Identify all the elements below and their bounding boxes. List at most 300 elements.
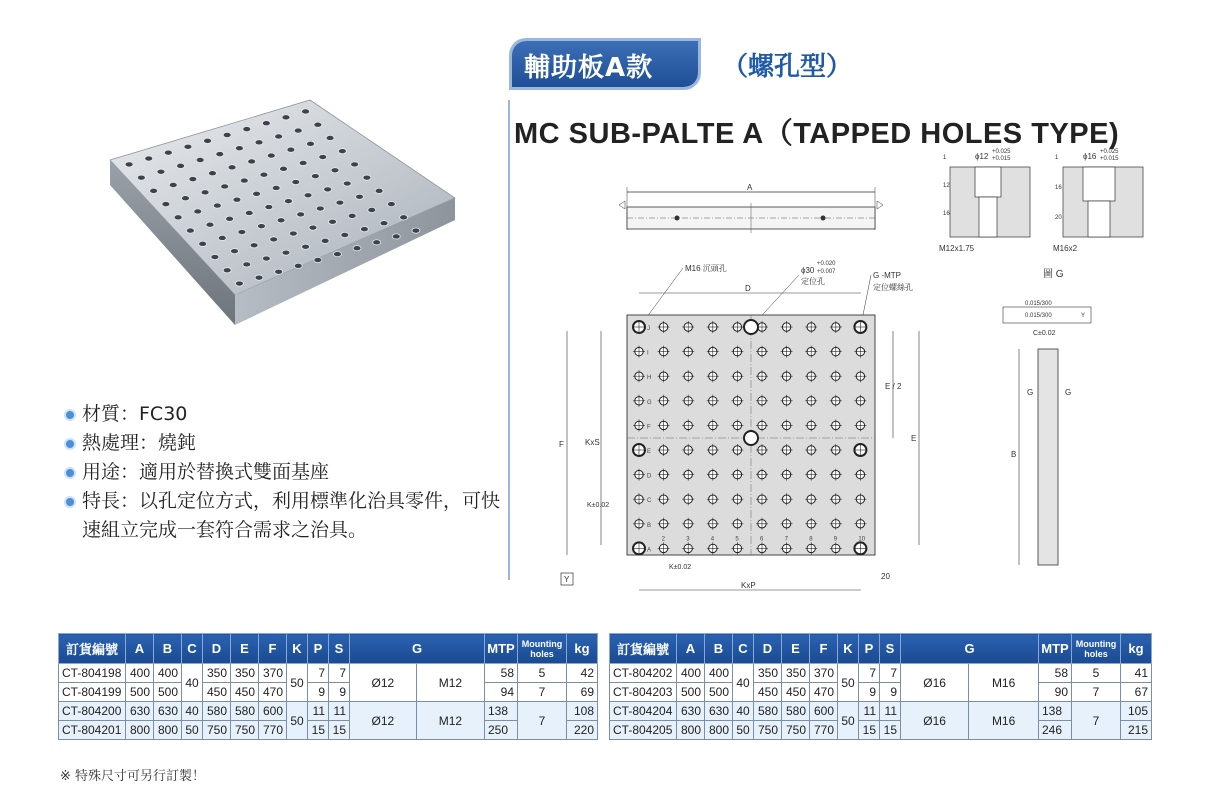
cell-s: 15 xyxy=(880,721,901,740)
col-label: 4 xyxy=(710,536,715,543)
photo-hole xyxy=(150,188,158,193)
bullet-icon xyxy=(66,411,74,419)
photo-hole xyxy=(162,202,170,207)
detail-view-m12 xyxy=(939,149,1030,253)
cell-c: 40 xyxy=(733,702,754,721)
cell-f: 770 xyxy=(259,721,287,740)
photo-hole xyxy=(363,175,371,180)
photo-hole xyxy=(282,115,290,120)
cell-s: 9 xyxy=(880,683,901,702)
photo-hole xyxy=(351,162,359,167)
photo-hole xyxy=(348,213,356,218)
dim-f-label: F xyxy=(559,440,564,449)
table-header-row xyxy=(59,634,598,664)
cell-d: 750 xyxy=(203,721,231,740)
cell-p: 7 xyxy=(308,664,329,683)
cell-p: 15 xyxy=(308,721,329,740)
footnote: ※ 特殊尺寸可另行訂製！ xyxy=(60,769,206,784)
detail2-tol-up: +0.025 xyxy=(1100,149,1119,155)
col-mounting-holes: Mounting holes xyxy=(518,634,567,664)
photo-hole xyxy=(353,246,361,251)
callout-pin-tol-low: +0.007 xyxy=(817,269,836,275)
cell-f: 470 xyxy=(259,683,287,702)
cell-code: CT-804202 xyxy=(610,664,677,683)
row-label: G xyxy=(647,399,652,406)
col-label: 6 xyxy=(760,536,764,543)
photo-hole xyxy=(164,150,172,155)
photo-hole xyxy=(356,194,364,199)
col-f: F xyxy=(810,634,838,664)
cell-e: 580 xyxy=(231,702,259,721)
photo-hole xyxy=(343,181,351,186)
col-kg: kg xyxy=(1121,634,1152,664)
photo-hole xyxy=(270,237,278,242)
col-k: K xyxy=(838,634,859,664)
cell-s: 7 xyxy=(329,664,350,683)
photo-hole xyxy=(324,187,332,192)
cell-s: 7 xyxy=(880,664,901,683)
cell-a: 800 xyxy=(677,721,705,740)
col-g: G xyxy=(350,634,485,664)
photo-hole xyxy=(223,132,231,137)
col-code: 訂貨編號 xyxy=(610,634,677,664)
cell-b: 500 xyxy=(705,683,733,702)
photo-hole xyxy=(333,252,341,257)
cell-d: 580 xyxy=(754,702,782,721)
dim-k-tol-left: K±0.02 xyxy=(587,502,610,509)
photo-hole xyxy=(226,216,234,221)
cell-d: 350 xyxy=(203,664,231,683)
cell-f: 370 xyxy=(810,664,838,683)
cell-mtp: 94 xyxy=(485,683,518,702)
cell-f: 470 xyxy=(810,683,838,702)
row-label: A xyxy=(647,547,652,554)
cell-code: CT-804204 xyxy=(610,702,677,721)
photo-hole xyxy=(235,281,243,286)
photo-hole xyxy=(302,244,310,249)
cell-f: 770 xyxy=(810,721,838,740)
cell-c: 40 xyxy=(182,702,203,721)
col-mtp: MTP xyxy=(485,634,518,664)
cell-kg: 108 xyxy=(567,702,598,721)
cell-k: 50 xyxy=(287,702,308,740)
cell-b: 800 xyxy=(705,721,733,740)
cell-d: 350 xyxy=(754,664,782,683)
photo-hole xyxy=(157,169,165,174)
product-photo xyxy=(95,90,465,340)
detail1-thread: M12x1.75 xyxy=(939,244,975,253)
callout-pin-dia: ϕ30 xyxy=(801,266,815,275)
cell-mounting: 7 xyxy=(1072,683,1121,702)
col-label: 7 xyxy=(784,536,788,543)
dim-e2-label: E / 2 xyxy=(885,382,902,391)
feature-item xyxy=(62,458,502,487)
cell-b: 400 xyxy=(705,664,733,683)
photo-hole xyxy=(213,203,221,208)
photo-hole xyxy=(240,178,248,183)
detail2-dia: ϕ16 xyxy=(1083,152,1097,161)
cell-e: 580 xyxy=(782,702,810,721)
photo-hole xyxy=(194,209,202,214)
cell-code: CT-804201 xyxy=(59,721,126,740)
cell-b: 400 xyxy=(154,664,182,683)
col-a: A xyxy=(126,634,154,664)
cell-mtp: 138 xyxy=(1039,702,1072,721)
photo-hole xyxy=(196,157,204,162)
col-label: 3 xyxy=(686,536,690,543)
view-g-label: 圖 G xyxy=(1043,269,1064,280)
spec-table-left xyxy=(58,633,598,740)
photo-hole xyxy=(341,232,349,237)
photo-hole xyxy=(267,153,275,158)
cell-kg: 42 xyxy=(567,664,598,683)
cell-kg: 41 xyxy=(1121,664,1152,683)
row-label: D xyxy=(647,473,652,480)
cell-code: CT-804198 xyxy=(59,664,126,683)
photo-hole xyxy=(314,257,322,262)
photo-hole xyxy=(233,197,241,202)
feature-item xyxy=(62,487,502,545)
col-c: C xyxy=(733,634,754,664)
col-b: B xyxy=(154,634,182,664)
english-title: MC SUB-PALTE A（TAPPED HOLES TYPE) xyxy=(514,118,1120,150)
col-s: S xyxy=(880,634,901,664)
cell-a: 400 xyxy=(126,664,154,683)
photo-hole xyxy=(216,152,224,157)
title-badge xyxy=(508,35,708,97)
cell-kg: 105 xyxy=(1121,702,1152,721)
cell-p: 15 xyxy=(859,721,880,740)
cell-a: 400 xyxy=(677,664,705,683)
cell-mtp: 250 xyxy=(485,721,518,740)
photo-hole xyxy=(336,200,344,205)
photo-hole xyxy=(174,215,182,220)
photo-hole xyxy=(275,134,283,139)
cell-s: 11 xyxy=(329,702,350,721)
col-p: P xyxy=(859,634,880,664)
feature-text: 用途：適用於替換式雙面基座 xyxy=(82,461,330,483)
cell-d: 580 xyxy=(203,702,231,721)
detail2-d1: 1 xyxy=(1055,155,1059,161)
col-mtp: MTP xyxy=(1039,634,1072,664)
cell-a: 630 xyxy=(677,702,705,721)
col-b: B xyxy=(705,634,733,664)
photo-hole xyxy=(277,218,285,223)
photo-hole xyxy=(181,196,189,201)
cell-s: 15 xyxy=(329,721,350,740)
photo-hole xyxy=(238,229,246,234)
end-view-g xyxy=(1003,301,1091,565)
cell-p: 7 xyxy=(859,664,880,683)
photo-hole xyxy=(189,177,197,182)
cell-f: 370 xyxy=(259,664,287,683)
photo-hole xyxy=(199,241,207,246)
flatness-1: 0.015/300 xyxy=(1025,301,1052,307)
photo-hole xyxy=(297,212,305,217)
cell-k: 50 xyxy=(838,702,859,740)
dim-kxs-label: KxS xyxy=(585,438,600,447)
photo-hole xyxy=(204,138,212,143)
col-s: S xyxy=(329,634,350,664)
cell-s: 9 xyxy=(329,683,350,702)
feature-list xyxy=(62,400,502,545)
photo-hole xyxy=(375,188,383,193)
cell-e: 750 xyxy=(231,721,259,740)
photo-hole xyxy=(368,207,376,212)
photo-hole xyxy=(275,269,283,274)
photo-hole xyxy=(253,191,261,196)
detail1-dia: ϕ12 xyxy=(975,152,989,161)
cell-mounting: 5 xyxy=(1072,664,1121,683)
photo-hole xyxy=(235,146,243,151)
col-d: D xyxy=(754,634,782,664)
cell-k: 50 xyxy=(838,664,859,702)
photo-hole xyxy=(304,193,312,198)
cell-d: 450 xyxy=(754,683,782,702)
photo-hole xyxy=(387,202,395,207)
cell-p: 9 xyxy=(859,683,880,702)
photo-hole xyxy=(262,256,270,261)
table-row xyxy=(610,683,1152,702)
detail1-d2: 12 xyxy=(943,183,950,189)
table-row xyxy=(610,702,1152,721)
col-label: 2 xyxy=(661,536,665,543)
datum-y-label: Y xyxy=(564,575,570,584)
photo-hole xyxy=(211,254,219,259)
cell-s: 11 xyxy=(880,702,901,721)
photo-hole xyxy=(169,182,177,187)
col-code: 訂貨編號 xyxy=(59,634,126,664)
photo-hole xyxy=(231,249,239,254)
cell-f: 600 xyxy=(810,702,838,721)
callout-g-mtp: G -MTP xyxy=(873,271,901,280)
cell-mounting: 7 xyxy=(518,702,567,740)
cell-mtp: 246 xyxy=(1039,721,1072,740)
cell-c: 50 xyxy=(733,721,754,740)
cell-mtp: 58 xyxy=(485,664,518,683)
page-subtitle: （螺孔型） xyxy=(722,52,853,82)
spec-table-right xyxy=(609,633,1152,740)
dim-e-label: E xyxy=(911,434,917,443)
table-header-row xyxy=(610,634,1152,664)
cell-e: 350 xyxy=(231,664,259,683)
col-e: E xyxy=(782,634,810,664)
dim-d-label: D xyxy=(745,284,751,293)
photo-hole xyxy=(243,262,251,267)
photo-hole xyxy=(338,149,346,154)
dim-g-label-left: G xyxy=(1027,388,1034,397)
col-e: E xyxy=(231,634,259,664)
cell-g2: M16 xyxy=(969,664,1039,702)
photo-hole xyxy=(321,238,329,243)
cell-mounting: 5 xyxy=(518,664,567,683)
cell-k: 50 xyxy=(287,664,308,702)
photo-hole xyxy=(329,219,337,224)
photo-hole xyxy=(177,163,185,168)
table-row xyxy=(59,683,598,702)
cell-g2: M12 xyxy=(416,702,484,740)
photo-hole xyxy=(380,221,388,226)
bullet-icon xyxy=(66,498,74,506)
cell-g2: M12 xyxy=(416,664,484,702)
photo-hole xyxy=(294,263,302,268)
photo-hole xyxy=(282,250,290,255)
cell-c: 50 xyxy=(182,721,203,740)
callout-m16: M16 沉頭孔 xyxy=(685,264,727,273)
photo-hole xyxy=(262,121,270,126)
photo-hole xyxy=(360,227,368,232)
photo-hole xyxy=(228,165,236,170)
table-row xyxy=(59,721,598,740)
col-label: 5 xyxy=(735,536,739,543)
photo-hole xyxy=(206,222,214,227)
cell-g2: M16 xyxy=(969,702,1039,740)
photo-hole xyxy=(316,206,324,211)
photo-hole xyxy=(137,175,145,180)
technical-drawing xyxy=(555,145,1155,600)
detail1-tol-low: +0.015 xyxy=(992,156,1011,162)
dim-20-label: 20 xyxy=(881,572,890,581)
locating-pin-hole xyxy=(744,320,758,334)
photo-hole xyxy=(400,215,408,220)
photo-hole xyxy=(257,224,265,229)
locating-pin-hole xyxy=(744,431,758,445)
table-row xyxy=(59,702,598,721)
col-a: A xyxy=(677,634,705,664)
cell-b: 630 xyxy=(154,702,182,721)
callout-g-label: 定位螺絲孔 xyxy=(873,283,913,292)
photo-hole xyxy=(331,168,339,173)
photo-hole xyxy=(302,109,310,114)
row-label: J xyxy=(647,326,650,332)
col-kg: kg xyxy=(567,634,598,664)
col-p: P xyxy=(308,634,329,664)
cell-g1: Ø12 xyxy=(350,702,417,740)
photo-hole xyxy=(280,166,288,171)
bullet-icon xyxy=(66,440,74,448)
cell-p: 9 xyxy=(308,683,329,702)
photo-hole xyxy=(221,184,229,189)
photo-hole xyxy=(243,127,251,132)
cell-kg: 69 xyxy=(567,683,598,702)
cell-mounting: 7 xyxy=(1072,702,1121,740)
cell-b: 500 xyxy=(154,683,182,702)
cell-e: 450 xyxy=(231,683,259,702)
photo-hole xyxy=(245,210,253,215)
detail2-d2: 16 xyxy=(1055,185,1062,191)
callout-pin-label: 定位孔 xyxy=(801,277,825,286)
cell-b: 630 xyxy=(705,702,733,721)
photo-hole xyxy=(201,190,209,195)
col-label: 8 xyxy=(809,536,813,543)
cell-f: 600 xyxy=(259,702,287,721)
photo-hole xyxy=(186,228,194,233)
cell-e: 750 xyxy=(782,721,810,740)
page-title: 輔助板A款 xyxy=(524,53,654,83)
table-row xyxy=(59,664,598,683)
feature-item xyxy=(62,400,502,429)
cell-p: 11 xyxy=(859,702,880,721)
table-row xyxy=(610,664,1152,683)
photo-hole xyxy=(250,243,258,248)
cell-e: 450 xyxy=(782,683,810,702)
photo-hole xyxy=(260,172,268,177)
row-label: E xyxy=(647,449,652,455)
cell-c: 40 xyxy=(182,664,203,702)
cell-a: 500 xyxy=(126,683,154,702)
cell-g1: Ø12 xyxy=(350,664,417,702)
detail2-thread: M16x2 xyxy=(1053,244,1078,253)
dim-b-label: B xyxy=(1011,450,1017,459)
cell-g1: Ø16 xyxy=(901,664,969,702)
cell-b: 800 xyxy=(154,721,182,740)
photo-hole xyxy=(287,147,295,152)
flatness-2: 0.015/300 xyxy=(1025,313,1052,319)
cell-kg: 215 xyxy=(1121,721,1152,740)
dim-a-label: A xyxy=(747,183,753,192)
cell-code: CT-804205 xyxy=(610,721,677,740)
col-c: C xyxy=(182,634,203,664)
detail1-d1: 1 xyxy=(943,155,947,161)
photo-hole xyxy=(248,159,256,164)
photo-hole xyxy=(208,171,216,176)
cell-e: 350 xyxy=(782,664,810,683)
feature-text: 熱處理：燒鈍 xyxy=(82,432,197,454)
cell-a: 630 xyxy=(126,702,154,721)
photo-hole xyxy=(184,144,192,149)
dim-kxp-label: KxP xyxy=(741,581,756,590)
table-row xyxy=(610,721,1152,740)
cell-code: CT-804200 xyxy=(59,702,126,721)
cell-a: 500 xyxy=(677,683,705,702)
photo-hole xyxy=(255,140,263,145)
feature-text: 材質：FC30 xyxy=(82,403,188,425)
photo-hole xyxy=(319,154,327,159)
detail1-tol-up: +0.025 xyxy=(992,149,1011,155)
col-label: 10 xyxy=(858,536,866,543)
cell-mtp: 90 xyxy=(1039,683,1072,702)
photo-hole xyxy=(392,234,400,239)
row-label: H xyxy=(647,375,652,382)
bullet-icon xyxy=(66,469,74,477)
cell-code: CT-804203 xyxy=(610,683,677,702)
detail1-d3: 16 xyxy=(943,211,950,217)
dim-g-label-right: G xyxy=(1065,388,1072,397)
feature-text: 特長：以孔定位方式，利用標準化治具零件，可快速組立完成一套符合需求之治具。 xyxy=(82,490,501,541)
col-k: K xyxy=(287,634,308,664)
photo-hole xyxy=(373,240,381,245)
cell-c: 40 xyxy=(733,664,754,702)
photo-hole xyxy=(294,128,302,133)
col-g: G xyxy=(901,634,1039,664)
row-label: F xyxy=(647,424,651,431)
cell-d: 450 xyxy=(203,683,231,702)
photo-hole xyxy=(314,122,322,127)
cell-mtp: 138 xyxy=(485,702,518,721)
photo-hole xyxy=(145,156,153,161)
side-view xyxy=(619,183,883,233)
photo-hole xyxy=(306,141,314,146)
photo-hole xyxy=(125,162,133,167)
cell-kg: 67 xyxy=(1121,683,1152,702)
photo-hole xyxy=(311,174,319,179)
photo-hole xyxy=(272,185,280,190)
cell-mtp: 58 xyxy=(1039,664,1072,683)
dim-k-tol-bottom: K±0.02 xyxy=(669,564,692,571)
detail2-tol-low: +0.015 xyxy=(1100,156,1119,162)
col-label: 9 xyxy=(833,536,838,543)
photo-hole xyxy=(292,179,300,184)
